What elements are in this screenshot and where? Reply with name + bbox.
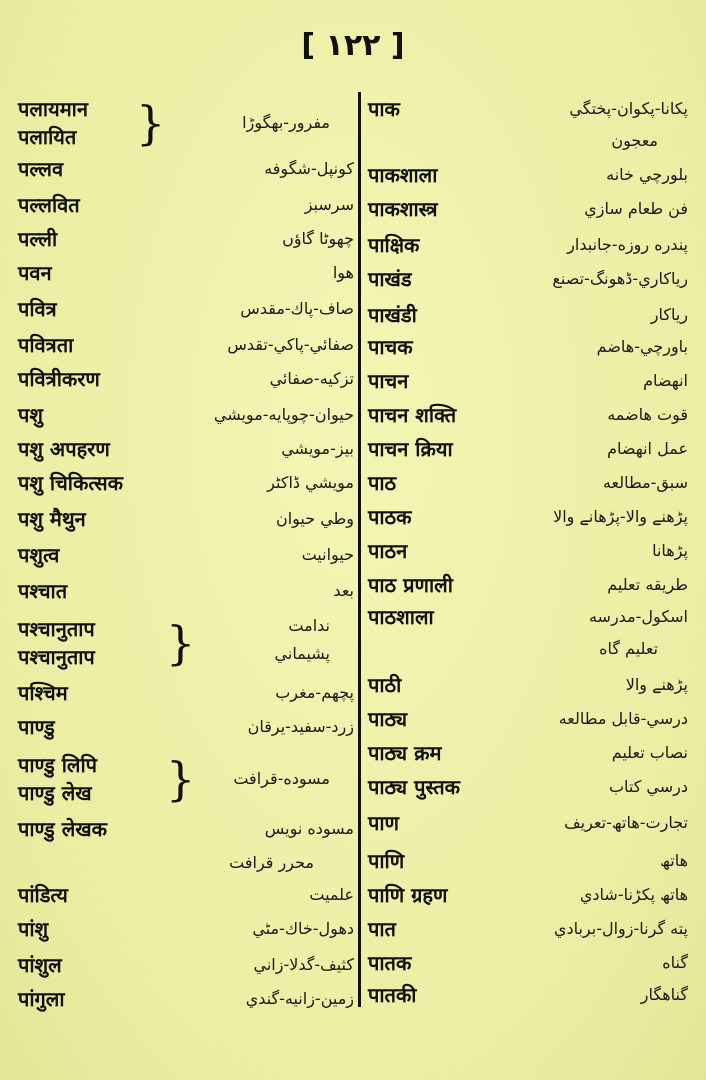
dictionary-entry <box>368 806 688 840</box>
headword: पाण्डु लिपि <box>18 753 97 777</box>
dictionary-entry <box>18 432 354 466</box>
gloss: صفائي-پاكي-تقدس <box>227 335 354 354</box>
headword: पाठ्य क्रम <box>368 741 442 765</box>
gloss: چهوٹا گاؤں <box>282 229 354 248</box>
dictionary-entry <box>18 748 354 812</box>
gloss: مفرور-بهگوڑا <box>242 113 330 132</box>
brace-icon: } <box>136 96 166 150</box>
headword: पवित्रीकरण <box>18 367 100 391</box>
gloss: باورچي-هاضم <box>596 337 688 356</box>
dictionary-entry <box>368 398 688 432</box>
headword: पांशुल <box>18 953 62 977</box>
dictionary-entry <box>368 432 688 466</box>
dictionary-entry <box>18 982 354 1016</box>
gloss: دهول-خاك-مٹي <box>252 919 354 938</box>
dictionary-entry <box>368 500 688 534</box>
gloss: تجارت-هاتھ-تعريف <box>564 813 688 832</box>
headword: पल्लव <box>18 157 64 181</box>
gloss: درسي كتاب <box>608 777 688 796</box>
gloss: رياكار <box>650 305 688 324</box>
dictionary-entry <box>18 912 354 946</box>
gloss: طريقه تعليم <box>607 575 688 594</box>
headword: पाठ्य <box>368 707 408 731</box>
headword: पाठी <box>368 673 402 697</box>
headword: पश्चानुताप <box>18 645 95 669</box>
gloss: علميت <box>309 885 354 904</box>
gloss: هوا <box>332 263 354 282</box>
headword: पाण्डु <box>18 715 55 739</box>
dictionary-entry <box>368 124 688 158</box>
headword: पाक <box>368 97 400 121</box>
gloss: محرر قرافت <box>229 853 314 872</box>
dictionary-entry <box>18 612 354 676</box>
dictionary-entry <box>368 878 688 912</box>
brace-icon: } <box>166 752 196 806</box>
dictionary-entry <box>368 298 688 332</box>
gloss: عمل انهضام <box>607 439 688 458</box>
dictionary-entry <box>18 222 354 256</box>
dictionary-entry <box>368 946 688 980</box>
dictionary-entry <box>18 710 354 744</box>
gloss: قوت هاضمه <box>607 405 688 424</box>
headword: पश्चानुताप <box>18 617 95 641</box>
dictionary-entry <box>368 364 688 398</box>
dictionary-entry <box>18 538 354 572</box>
dictionary-entry <box>368 978 688 1012</box>
headword: पश्चिम <box>18 681 68 705</box>
gloss: بلورچي خانه <box>606 165 688 184</box>
gloss: تزكيه-صفائي <box>269 369 354 388</box>
headword: पाखंड <box>368 267 412 291</box>
dictionary-entry <box>368 600 688 634</box>
gloss: سبق-مطالعه <box>602 473 688 492</box>
headword: पाण्डु लेख <box>18 781 92 805</box>
gloss: معجون <box>611 131 658 150</box>
gloss: هاتھ <box>660 851 688 870</box>
headword: पातक <box>368 951 412 975</box>
dictionary-entry <box>18 398 354 432</box>
dictionary-entry <box>368 262 688 296</box>
gloss: زمين-زانيه-گندي <box>245 989 354 1008</box>
headword: पाचन <box>368 369 409 393</box>
dictionary-entry <box>18 152 354 186</box>
gloss: سرسبز <box>304 195 354 214</box>
gloss: پچهم-مغرب <box>275 683 354 702</box>
column-divider <box>358 92 361 1007</box>
gloss: ندامت <box>288 616 330 635</box>
dictionary-entry <box>368 330 688 364</box>
dictionary-entry <box>368 92 688 126</box>
gloss: درسي-قابل مطالعه <box>558 709 688 728</box>
headword: पाणि <box>368 849 405 873</box>
dictionary-entry <box>368 668 688 702</box>
gloss: اسكول-مدرسه <box>588 607 688 626</box>
gloss: پته گرنا-زوال-بربادي <box>553 919 688 938</box>
gloss: گناه <box>662 953 688 972</box>
gloss: بيز-مويشي <box>281 439 354 458</box>
headword: पाक्षिक <box>368 233 420 257</box>
headword: पल्ली <box>18 227 58 251</box>
gloss: پڑهانا <box>652 541 688 560</box>
headword: पवन <box>18 261 52 285</box>
gloss: كثيف-گدلا-زاني <box>253 955 354 974</box>
gloss: فن طعام سازي <box>584 199 688 218</box>
dictionary-entry <box>368 702 688 736</box>
dictionary-entry <box>18 846 354 880</box>
headword: पशु मैथुन <box>18 507 86 531</box>
headword: पाचन क्रिया <box>368 437 453 461</box>
headword: पवित्र <box>18 297 57 321</box>
page-number: [ ١٢٢ ] <box>301 28 405 63</box>
dictionary-entry <box>368 534 688 568</box>
dictionary-entry <box>18 812 354 846</box>
dictionary-entry <box>368 192 688 226</box>
dictionary-entry <box>368 844 688 878</box>
dictionary-entry <box>18 92 354 156</box>
gloss: صاف-پاك-مقدس <box>240 299 354 318</box>
headword: पवित्रता <box>18 333 74 357</box>
gloss: انهضام <box>643 371 688 390</box>
headword: पलायमान <box>18 97 88 121</box>
headword: पशु <box>18 403 43 427</box>
headword: पांशु <box>18 917 49 941</box>
gloss: هاتھ پكڑنا-شادي <box>579 885 688 904</box>
headword: पल्लवित <box>18 193 80 217</box>
dictionary-entry <box>18 188 354 222</box>
dictionary-entry <box>368 770 688 804</box>
headword: पाठशाला <box>368 605 434 629</box>
headword: पाठ प्रणाली <box>368 573 453 597</box>
dictionary-entry <box>18 502 354 536</box>
dictionary-entry <box>368 568 688 602</box>
headword: पश्चात <box>18 579 68 603</box>
headword: पलायित <box>18 125 77 149</box>
headword: पाठ्य पुस्तक <box>368 775 460 799</box>
gloss: پكانا-پكوان-پختگي <box>569 99 688 118</box>
headword: पाठन <box>368 539 408 563</box>
brace-icon: } <box>166 616 196 670</box>
gloss: حيوانيت <box>301 545 354 564</box>
dictionary-entry <box>18 466 354 500</box>
dictionary-entry <box>368 228 688 262</box>
headword: पशुत्व <box>18 543 60 567</box>
dictionary-entry <box>18 948 354 982</box>
headword: पाणि ग्रहण <box>368 883 448 907</box>
dictionary-entry <box>368 632 688 666</box>
headword: पाखंडी <box>368 303 417 327</box>
gloss: وطي حيوان <box>275 509 354 528</box>
gloss: مسوده-قرافت <box>233 769 330 788</box>
gloss: كونپل-شگوفه <box>264 159 354 178</box>
dictionary-entry <box>18 878 354 912</box>
gloss: زرد-سفيد-يرقان <box>247 717 354 736</box>
gloss: پندره روزه-جانبدار <box>567 235 688 254</box>
dictionary-entry <box>18 362 354 396</box>
gloss: بعد <box>333 581 354 600</box>
headword: पाण्डु लेखक <box>18 817 107 841</box>
dictionary-entry <box>18 574 354 608</box>
headword: पशु चिकित्सक <box>18 471 123 495</box>
dictionary-entry <box>18 676 354 710</box>
headword: पांडित्य <box>18 883 68 907</box>
dictionary-entry <box>18 256 354 290</box>
headword: पाठक <box>368 505 412 529</box>
headword: पांगुला <box>18 987 65 1011</box>
headword: पाचन शक्ति <box>368 403 457 427</box>
gloss: مسوده نويس <box>264 819 354 838</box>
dictionary-entry <box>18 292 354 326</box>
dictionary-entry <box>18 328 354 362</box>
dictionary-entry <box>368 912 688 946</box>
headword: पातकी <box>368 983 417 1007</box>
gloss: رياكاري-ڈهونگ-تصنع <box>552 269 688 288</box>
gloss: گناهگار <box>640 985 688 1004</box>
gloss: حيوان-چوپايه-مويشي <box>213 405 354 424</box>
headword: पशु अपहरण <box>18 437 110 461</box>
headword: पाठ <box>368 471 397 495</box>
gloss: پڑهنے والا <box>625 675 688 694</box>
gloss: پشيماني <box>274 644 330 663</box>
headword: पाकशाला <box>368 163 438 187</box>
gloss: مويشي ڈاكٹر <box>267 473 354 492</box>
headword: पाकशास्त्र <box>368 197 438 221</box>
dictionary-entry <box>368 736 688 770</box>
headword: पाण <box>368 811 399 835</box>
gloss: تعليم گاه <box>599 639 658 658</box>
gloss: نصاب تعليم <box>611 743 688 762</box>
dictionary-entry <box>368 158 688 192</box>
gloss: پڑهنے والا-پڑهانے والا <box>553 507 688 526</box>
dictionary-entry <box>368 466 688 500</box>
headword: पाचक <box>368 335 413 359</box>
headword: पात <box>368 917 396 941</box>
